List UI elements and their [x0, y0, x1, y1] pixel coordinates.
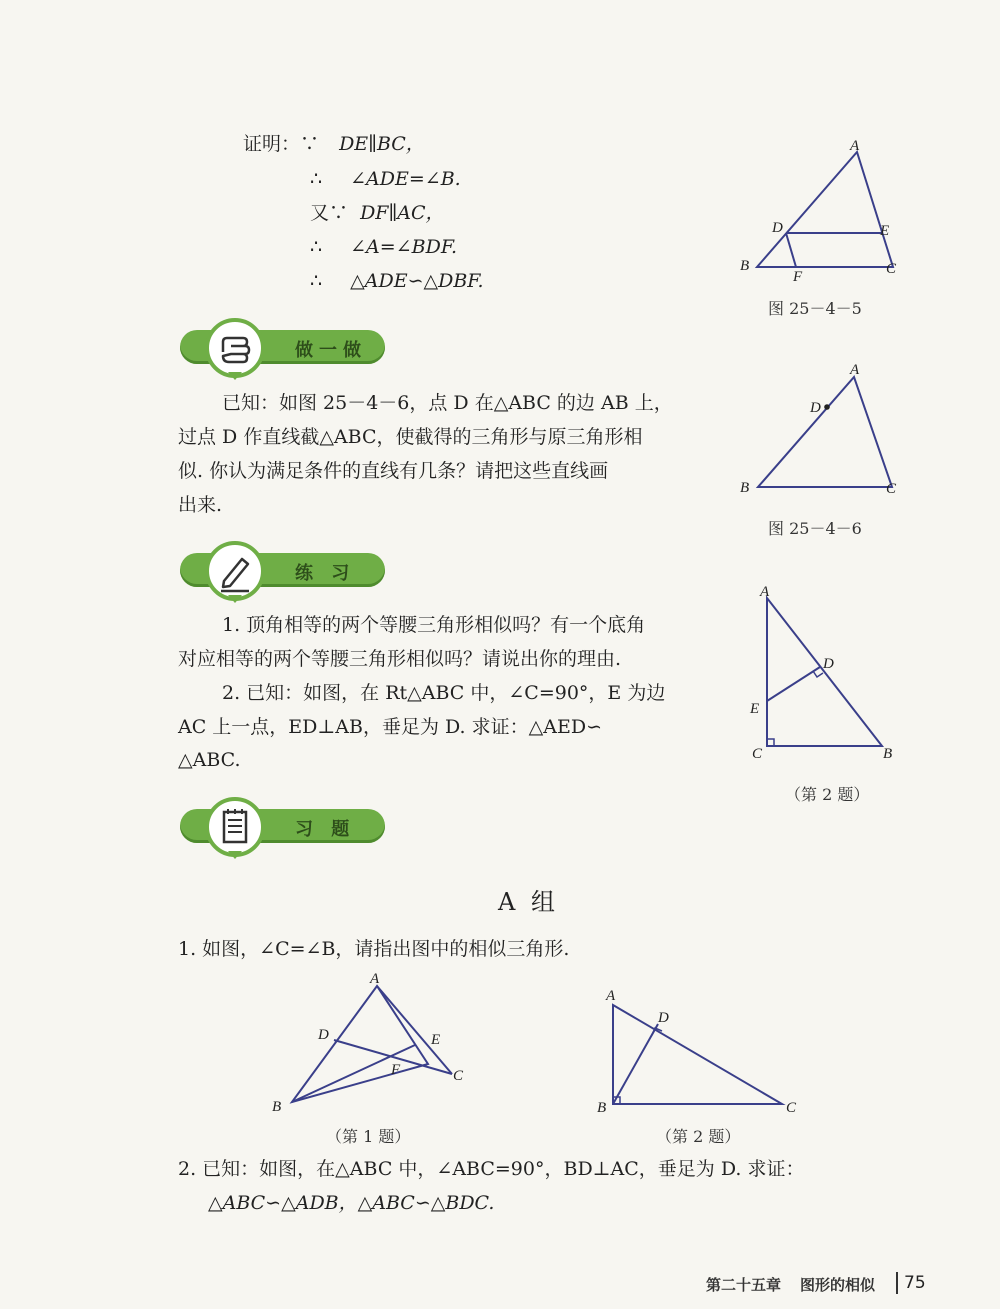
label-b: B — [740, 480, 750, 496]
caption-fig-25-4-5: 图 25－4－5 — [768, 299, 862, 318]
triangle-abc — [758, 377, 892, 487]
proof-line-5 — [310, 270, 484, 292]
right-angle-d — [813, 671, 823, 677]
proof-expr: ∠A=∠BDF. — [350, 236, 458, 258]
proof-expr: △ADE∽△DBF. — [350, 270, 484, 292]
practice-1-line-2: 对应相等的两个等腰三角形相似吗？请说出你的理由. — [178, 648, 622, 670]
label-d: D — [810, 400, 821, 416]
caption-exercise-q2: （第 2 题） — [656, 1127, 741, 1146]
figure-25-4-5 — [730, 130, 930, 290]
triangle-abc — [767, 598, 882, 746]
label-e: E — [750, 701, 760, 717]
hand-icon — [209, 322, 261, 374]
proof-prefix: 证明：∵ — [243, 133, 320, 155]
segment-ed — [767, 667, 820, 701]
proof-prefix: ∴ — [310, 270, 323, 292]
practice-2-line-1: 2. 已知：如图，在 Rt△ABC 中，∠C=90°，E 为边 — [222, 682, 666, 704]
chevron-down-icon — [228, 595, 242, 603]
footer-divider — [896, 1272, 898, 1294]
footer-title: 图形的相似 — [800, 1276, 876, 1294]
label-e: E — [880, 223, 890, 239]
triangle-abc — [613, 1005, 782, 1104]
proof-line-3 — [310, 202, 445, 224]
label-d: D — [772, 220, 783, 236]
segment-ac — [377, 986, 452, 1074]
label-c: C — [886, 481, 897, 497]
label-a: A — [850, 138, 860, 154]
label-c: C — [786, 1100, 797, 1116]
right-angle-c — [767, 739, 774, 746]
pencil-icon — [209, 545, 261, 597]
banner-exercises-label: 习 题 — [295, 819, 356, 840]
figure-25-4-6 — [730, 355, 930, 505]
do-it-line-4: 出来. — [178, 494, 223, 516]
chevron-down-icon — [228, 851, 242, 859]
triangle-abc — [292, 986, 428, 1102]
group-title: A 组 — [498, 888, 559, 916]
proof-line-1 — [243, 133, 425, 155]
exercise-2-line-1: 2. 已知：如图，在△ABC 中，∠ABC=90°，BD⊥AC，垂足为 D. 求证： — [178, 1158, 805, 1180]
label-a: A — [760, 584, 770, 600]
notepad-icon — [209, 801, 261, 853]
label-c: C — [886, 261, 897, 277]
do-it-line-1: 已知：如图 25－4－6，点 D 在△ABC 的边 AB 上， — [222, 392, 673, 414]
proof-prefix: ∴ — [310, 168, 323, 190]
bubble-practice — [205, 541, 265, 601]
label-d: D — [318, 1027, 329, 1043]
proof-prefix: 又∵ — [310, 202, 349, 224]
label-c: C — [453, 1068, 464, 1084]
proof-expr: DF∥AC， — [360, 202, 445, 224]
banner-do-it-label: 做一做 — [295, 340, 367, 361]
proof-line-2 — [310, 168, 461, 190]
label-a: A — [850, 362, 860, 378]
bubble-exercises — [205, 797, 265, 857]
proof-line-4 — [310, 236, 457, 258]
chevron-down-icon — [228, 372, 242, 380]
practice-2-line-2: AC 上一点，ED⊥AB，垂足为 D. 求证：△AED∽ — [178, 716, 602, 738]
label-f: F — [793, 269, 803, 285]
label-c: C — [752, 746, 763, 762]
exercise-1: 1. 如图，∠C=∠B，请指出图中的相似三角形. — [178, 938, 570, 960]
label-b: B — [883, 746, 893, 762]
proof-expr: DE∥BC， — [339, 133, 425, 155]
practice-2-line-3: △ABC. — [178, 749, 241, 771]
bubble-do-it — [205, 318, 265, 378]
proof-prefix: ∴ — [310, 236, 323, 258]
figure-exercise-q1 — [260, 968, 480, 1118]
label-b: B — [272, 1099, 282, 1115]
do-it-line-2: 过点 D 作直线截△ABC，使截得的三角形与原三角形相 — [178, 426, 643, 448]
segment-df — [786, 233, 796, 267]
label-e: E — [431, 1032, 441, 1048]
label-a: A — [606, 988, 616, 1004]
exercise-2-line-2: △ABC∽△ADB，△ABC∽△BDC. — [208, 1192, 495, 1214]
page-number: 75 — [904, 1273, 926, 1293]
practice-1-line-1: 1. 顶角相等的两个等腰三角形相似吗？有一个底角 — [222, 614, 646, 636]
point-d — [824, 404, 830, 410]
figure-practice-q2 — [740, 580, 920, 770]
do-it-line-3: 似. 你认为满足条件的直线有几条？请把这些直线画 — [178, 460, 609, 482]
figure-exercise-q2 — [590, 980, 810, 1120]
label-d: D — [658, 1010, 669, 1026]
label-d: D — [823, 656, 834, 672]
label-b: B — [740, 258, 750, 274]
segment-bd — [613, 1024, 658, 1104]
triangle-abc — [757, 152, 893, 267]
caption-exercise-q1: （第 1 题） — [326, 1127, 411, 1146]
proof-expr: ∠ADE=∠B. — [350, 168, 461, 190]
label-f: F — [391, 1062, 401, 1078]
label-b: B — [597, 1100, 607, 1116]
caption-fig-25-4-6: 图 25－4－6 — [768, 519, 862, 538]
label-a: A — [370, 971, 380, 987]
caption-practice-q2: （第 2 题） — [785, 785, 870, 804]
footer-chapter: 第二十五章 — [706, 1276, 782, 1294]
banner-practice-label: 练 习 — [295, 563, 356, 584]
